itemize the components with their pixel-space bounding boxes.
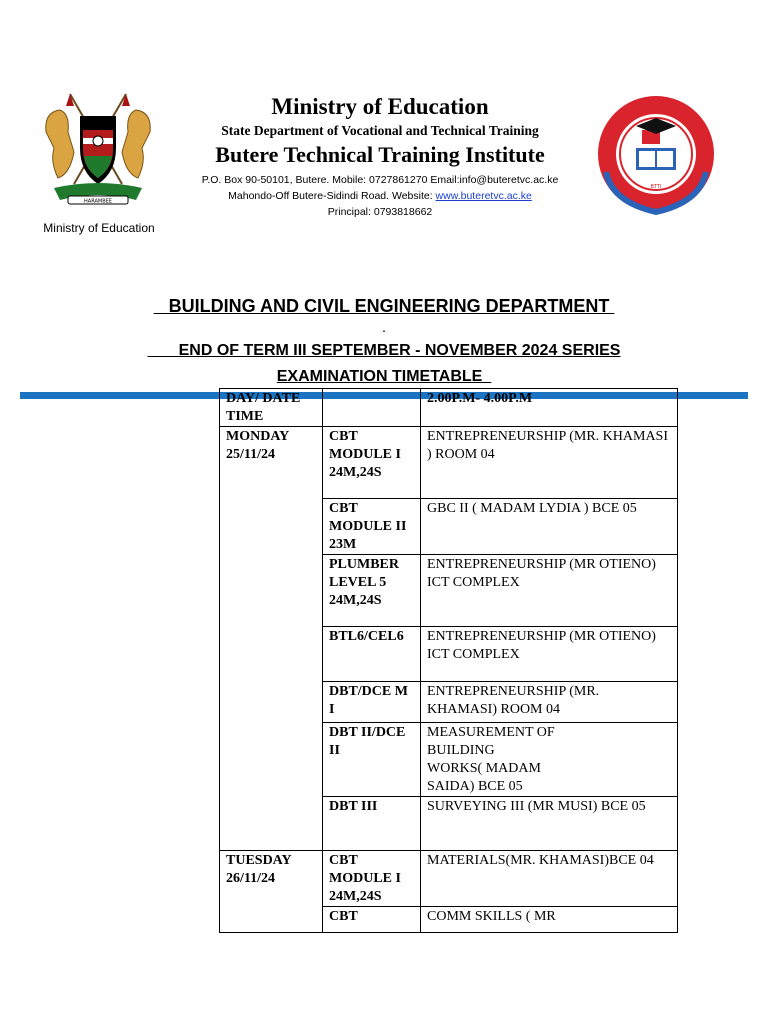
day-cell: MONDAY 25/11/24 [220, 427, 323, 851]
paper-cell: GBC II ( MADAM LYDIA ) BCE 05 [421, 499, 678, 555]
paper-cell: MEASUREMENT OF BUILDING WORKS( MADAM SAIDA) BCE 05 [421, 723, 678, 797]
class-cell: DBT/DCE M I [323, 682, 421, 723]
paper-cell: SURVEYING III (MR MUSI) BCE 05 [421, 797, 678, 851]
road-line-prefix: Mahondo-Off Butere-Sidindi Road. Website: [228, 190, 436, 202]
table-header-row [220, 389, 678, 427]
paper-cell: ENTREPRENEURSHIP (MR. KHAMASI) ROOM 04 [421, 682, 678, 723]
header-class-cell [323, 389, 421, 427]
class-cell: BTL6/CEL6 [323, 627, 421, 682]
svg-text:HARAMBEE: HARAMBEE [84, 198, 112, 205]
coat-caption: Ministry of Education [43, 221, 155, 235]
class-cell: DBT III [323, 797, 421, 851]
address-line: P.O. Box 90-50101, Butere. Mobile: 0727861270 Email:info@buteretvc.ac.ke [201, 174, 559, 186]
class-cell: DBT II/DCE II [323, 723, 421, 797]
header-time-cell: 2.00P.M- 4.00P.M [421, 389, 678, 427]
class-cell: CBT MODULE I 24M,24S [323, 851, 421, 907]
class-cell: PLUMBER LEVEL 5 24M,24S [323, 555, 421, 627]
class-cell: CBT [323, 907, 421, 933]
day-cell: TUESDAY 26/11/24 [220, 851, 323, 933]
term-title: END OF TERM III SEPTEMBER - NOVEMBER 2024 SERIES [147, 342, 621, 359]
ministry-title: Ministry of Education [271, 94, 489, 119]
institute-name: Butere Technical Training Institute [215, 142, 545, 167]
logo-lettering: BTTI [650, 184, 662, 190]
paper-cell: MATERIALS(MR. KHAMASI)BCE 04 [421, 851, 678, 907]
state-department: State Department of Vocational and Technical Training [221, 123, 539, 138]
coat-of-arms-emblem [40, 92, 156, 210]
separator-dot: . [382, 324, 386, 335]
class-cell: CBT MODULE I 24M,24S [323, 427, 421, 499]
principal-line: Principal: 0793818662 [327, 206, 433, 218]
paper-cell: ENTREPRENEURSHIP (MR. KHAMASI ) ROOM 04 [421, 427, 678, 499]
class-cell: CBT MODULE II 23M [323, 499, 421, 555]
table-row [220, 851, 678, 907]
website-link[interactable]: www.buteretvc.ac.ke [435, 190, 532, 202]
header-day-cell: DAY/ DATE TIME [220, 389, 323, 427]
paper-cell: ENTREPRENEURSHIP (MR OTIENO) ICT COMPLEX [421, 627, 678, 682]
table-row [220, 427, 678, 499]
institute-logo [592, 90, 720, 218]
paper-cell: ENTREPRENEURSHIP (MR OTIENO) ICT COMPLEX [421, 555, 678, 627]
exam-timetable [219, 388, 678, 933]
road-line [170, 190, 590, 202]
paper-cell: COMM SKILLS ( MR [421, 907, 678, 933]
department-title: BUILDING AND CIVIL ENGINEERING DEPARTMENT [153, 296, 615, 316]
exam-title: EXAMINATION TIMETABLE [276, 368, 492, 385]
